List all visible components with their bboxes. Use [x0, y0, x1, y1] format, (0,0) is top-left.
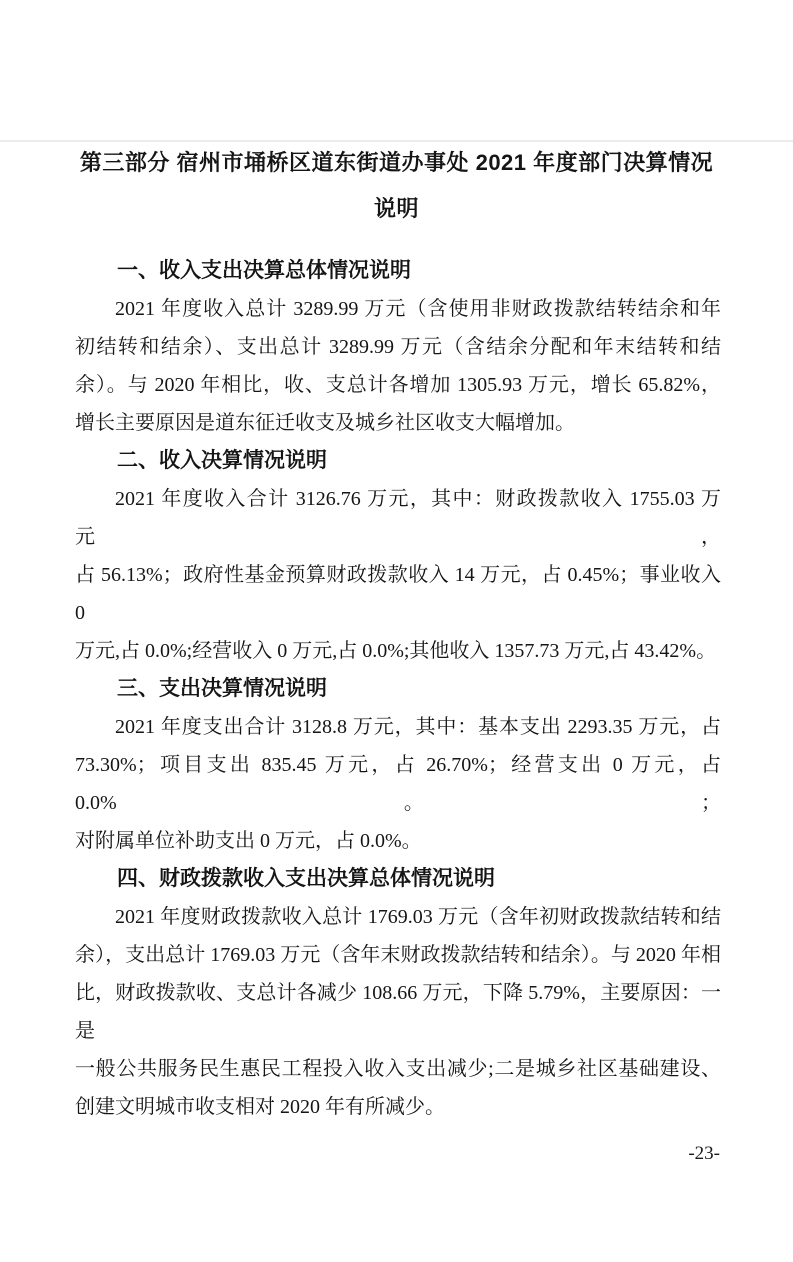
- section-1-line-3: 余）。与 2020 年相比，收、支总计各增加 1305.93 万元，增长 65.82%，: [75, 374, 721, 396]
- document-body: [75, 252, 721, 1126]
- section-4-line-5: 创建文明城市收支相对 2020 年有所减少。: [75, 1096, 445, 1118]
- section-3-heading: 三、支出决算情况说明: [117, 677, 327, 700]
- section-4-line-4: 一般公共服务民生惠民工程投入收入支出减少;二是城乡社区基础建设、: [75, 1058, 721, 1080]
- section-1-heading: 一、收入支出决算总体情况说明: [117, 259, 411, 282]
- section-4-line-3: 比，财政拨款收、支总计各减少 108.66 万元，下降 5.79%，主要原因：一是: [75, 982, 721, 1042]
- section-4-line-2: 余），支出总计 1769.03 万元（含年末财政拨款结转和结余）。与 2020 年相: [75, 944, 721, 966]
- section-4-line-1: 2021 年度财政拨款收入总计 1769.03 万元（含年初财政拨款结转和结: [115, 906, 721, 928]
- section-2-heading: 二、收入决算情况说明: [117, 449, 327, 472]
- document-title-line-2: 说明: [373, 196, 419, 221]
- section-3-line-2: 73.30%；项目支出 835.45 万元，占 26.70%；经营支出 0 万元，占 0.0%。；: [75, 754, 721, 814]
- section-2-line-2: 占 56.13%；政府性基金预算财政拨款收入 14 万元，占 0.45%；事业收入 0: [75, 564, 721, 624]
- section-1-line-2: 初结转和结余）、支出总计 3289.99 万元（含结余分配和年末结转和结: [75, 336, 721, 358]
- section-3-line-1: 2021 年度支出合计 3128.8 万元，其中：基本支出 2293.35 万元，占: [115, 716, 721, 738]
- section-1-line-1: 2021 年度收入总计 3289.99 万元（含使用非财政拨款结转结余和年: [115, 298, 721, 320]
- scan-top-edge: [0, 140, 793, 142]
- document-page: [0, 140, 793, 1262]
- section-1-line-4: 增长主要原因是道东征迁收支及城乡社区收支大幅增加。: [75, 412, 575, 434]
- section-2-line-3: 万元,占 0.0%;经营收入 0 万元,占 0.0%;其他收入 1357.73 万元,占 43.42%。: [75, 640, 717, 662]
- section-3-line-3: 对附属单位补助支出 0 万元，占 0.0%。: [75, 830, 422, 852]
- section-4-heading: 四、财政拨款收入支出决算总体情况说明: [117, 867, 495, 890]
- section-2-line-1: 2021 年度收入合计 3126.76 万元，其中：财政拨款收入 1755.03 万元，: [75, 488, 721, 548]
- document-title: [60, 140, 733, 232]
- document-title-line-1: 第三部分 宿州市埇桥区道东街道办事处 2021 年度部门决算情况: [79, 150, 714, 175]
- page-number: -23-: [688, 1143, 720, 1164]
